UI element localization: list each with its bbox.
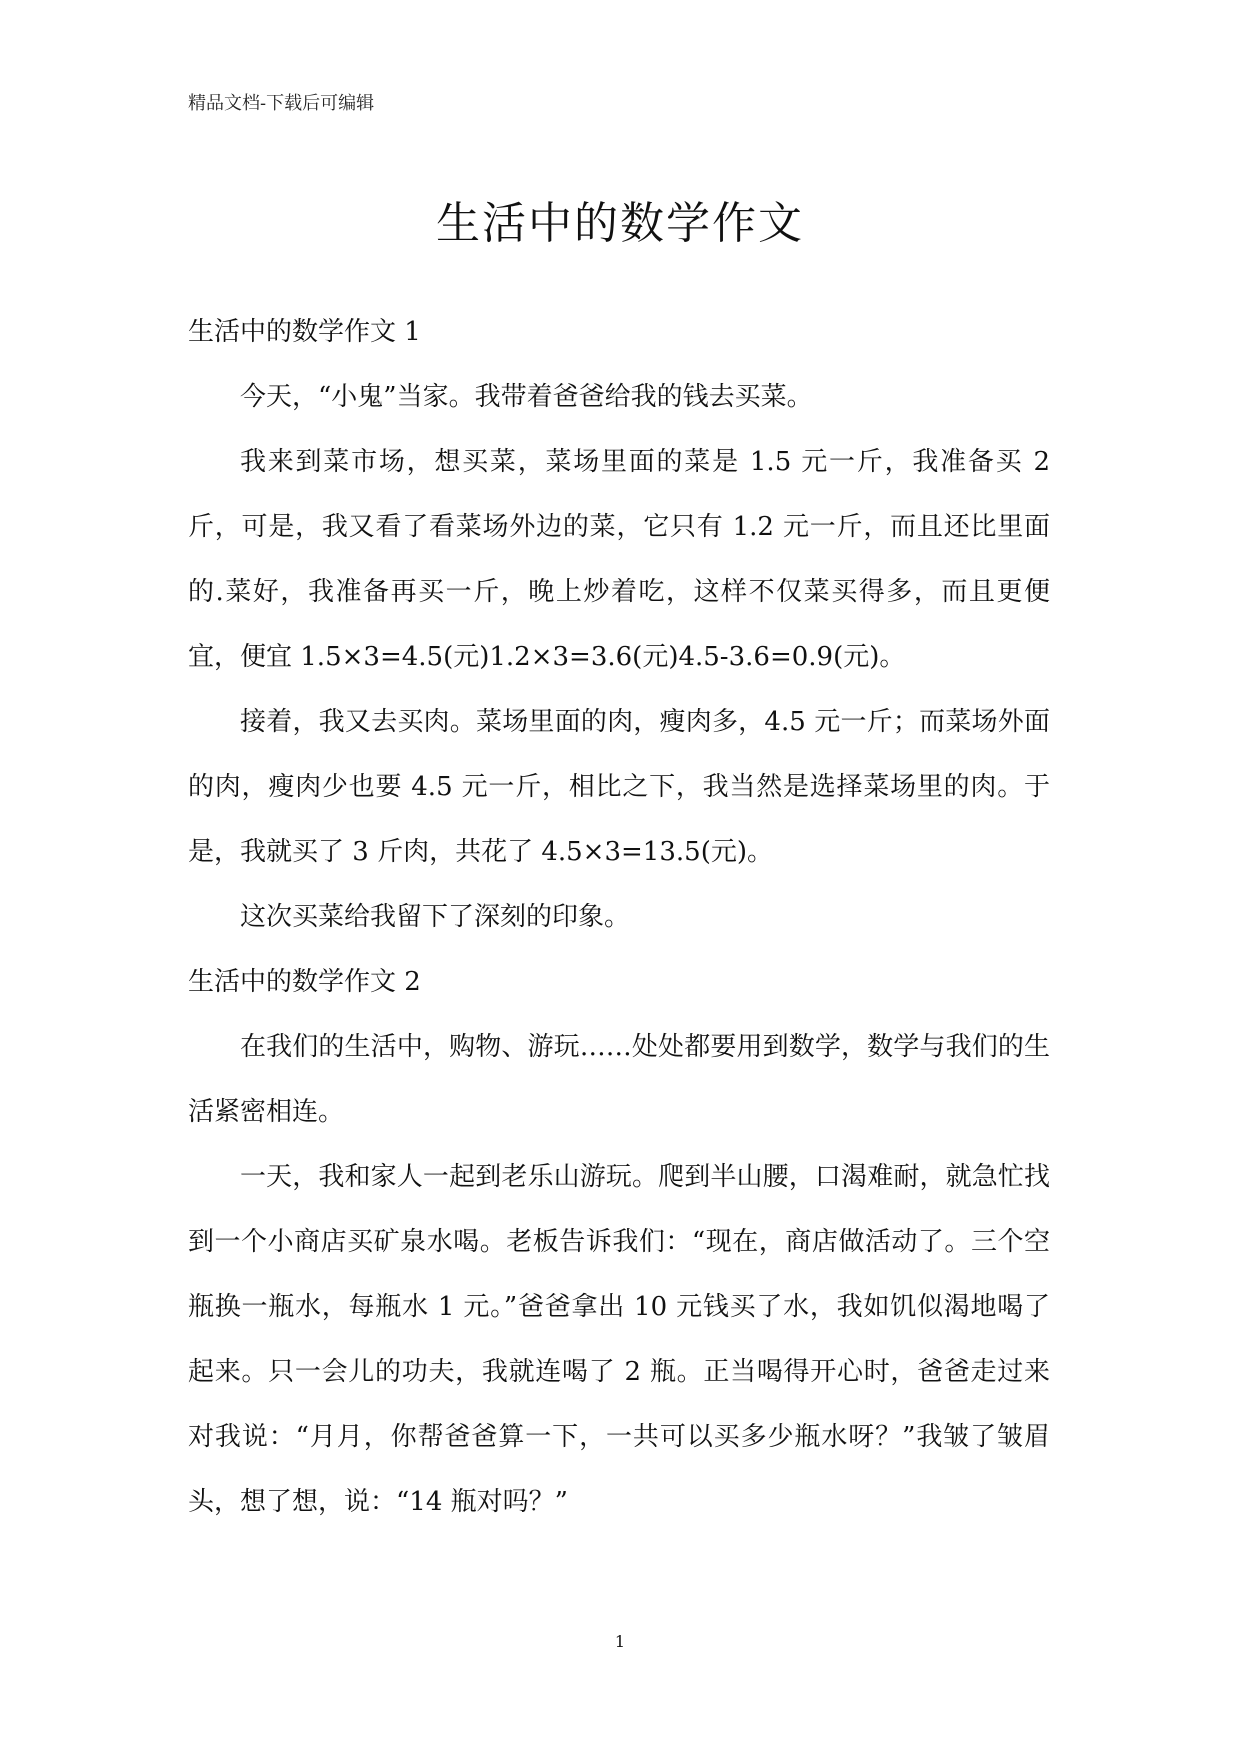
section-heading: 生活中的数学作文 1 (188, 317, 421, 347)
page-number: 1 (614, 1632, 626, 1651)
paragraph: 接着，我又去买肉。菜场里面的肉，瘦肉多，4.5 元一斤；而菜场外面的肉，瘦肉少也要 4.5 元一斤，相比之下，我当然是选择菜场里的肉。于是，我就买了 3 斤肉，共花了 4.5×3=13.5(元)。 (188, 707, 1050, 867)
paragraph: 今天，“小鬼”当家。我带着爸爸给我的钱去买菜。 (240, 382, 813, 412)
paragraph: 我来到菜市场，想买菜，菜场里面的菜是 1.5 元一斤，我准备买 2 斤，可是，我又看了看菜场外边的菜，它只有 1.2 元一斤，而且还比里面的.菜好，我准备再买一斤，晚上炒着吃，这样不仅菜买得多，而且更便宜，便宜 1.5×3=4.5(元)1.2×3=3.6(元)4.5-3.6=0.9(元)。 (188, 447, 1050, 672)
essay-section-1 (188, 300, 1050, 950)
essay-section-2 (188, 950, 1050, 1535)
document-body (188, 300, 1050, 1535)
section-heading: 生活中的数学作文 2 (188, 967, 421, 997)
running-header: 精品文档-下载后可编辑 (188, 93, 375, 114)
paragraph: 这次买菜给我留下了深刻的印象。 (240, 902, 631, 932)
document-title: 生活中的数学作文 (436, 198, 804, 249)
paragraph: 一天，我和家人一起到老乐山游玩。爬到半山腰，口渴难耐，就急忙找到一个小商店买矿泉水喝。老板告诉我们：“现在，商店做活动了。三个空瓶换一瓶水，每瓶水 1 元。”爸爸拿出 10 元钱买了水，我如饥似渴地喝了起来。只一会儿的功夫，我就连喝了 2 瓶。正当喝得开心时，爸爸走过来对我说：“月月，你帮爸爸算一下，一共可以买多少瓶水呀？”我皱了皱眉头，想了想，说：“14 瓶对吗？” (188, 1162, 1050, 1517)
paragraph: 在我们的生活中，购物、游玩……处处都要用到数学，数学与我们的生活紧密相连。 (188, 1032, 1050, 1127)
